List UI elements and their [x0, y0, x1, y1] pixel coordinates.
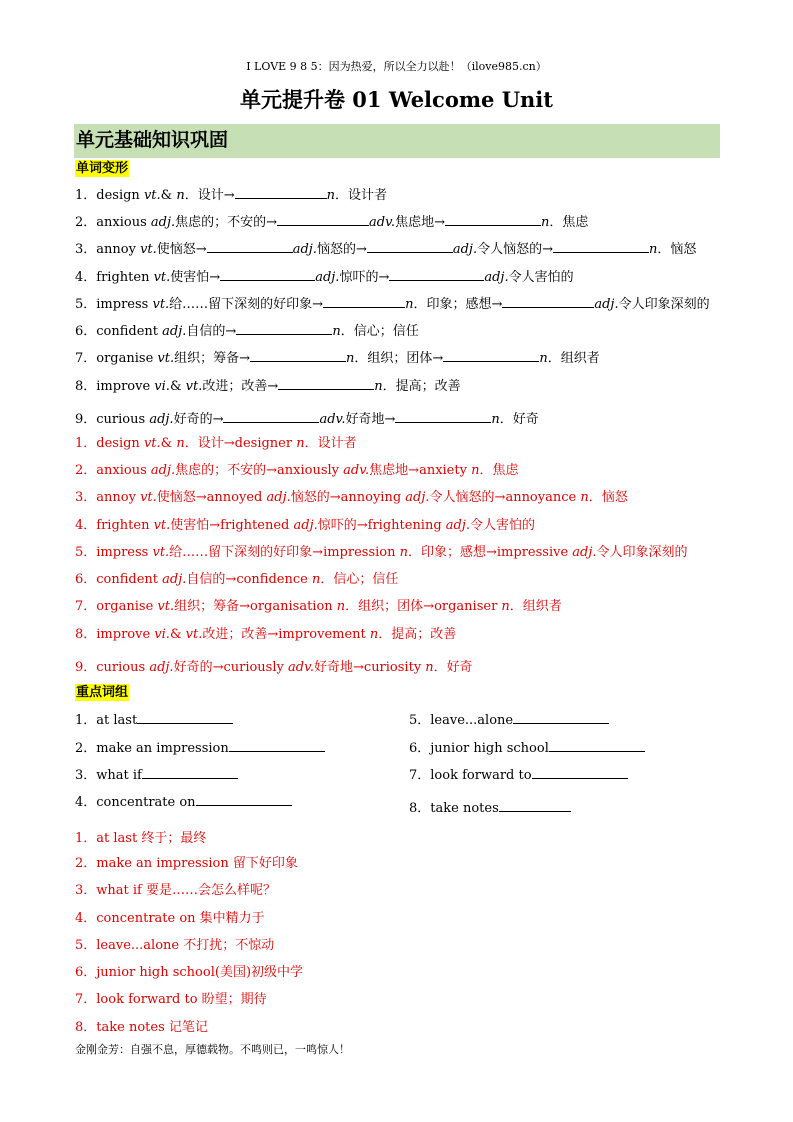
answer-blank[interactable] — [499, 799, 571, 812]
phrase-answer-5: 5．leave...alone 不打扰；不惊动 — [75, 938, 275, 953]
answer-blank[interactable] — [395, 410, 491, 423]
answer-blank[interactable] — [207, 240, 293, 253]
phrase-answer-8: 8．take notes 记笔记 — [75, 1020, 208, 1035]
answer-blank[interactable] — [513, 711, 609, 724]
answer-blank[interactable] — [502, 295, 594, 308]
answer-blank[interactable] — [549, 739, 645, 752]
answer-blank[interactable] — [142, 766, 238, 779]
answer-blank[interactable] — [277, 213, 369, 226]
phrase-answer-1: 1．at last 终于；最终 — [75, 831, 207, 846]
answer-blank[interactable] — [278, 377, 374, 390]
phrase-3: 3．what if — [75, 766, 238, 785]
question-4: 4．frighten vt.使害怕→ adj.惊吓的→ adj.令人害怕的 — [75, 270, 574, 285]
answer-blank[interactable] — [236, 322, 332, 335]
question-2: 2．anxious adj.焦虑的；不安的→ adv.焦虑地→ n．焦虑 — [75, 215, 589, 230]
phrase-answer-3: 3．what if 要是……会怎么样呢？ — [75, 883, 276, 898]
phrase-5: 5．leave...alone — [409, 711, 609, 730]
answer-blank[interactable] — [389, 268, 484, 281]
answer-blank[interactable] — [250, 349, 346, 362]
phrase-6: 6．junior high school — [409, 739, 645, 758]
section-heading: 单元基础知识巩固 — [74, 124, 720, 158]
answer-blank[interactable] — [223, 410, 319, 423]
page-title: 单元提升卷 01 Welcome Unit — [239, 87, 553, 112]
answer-8: 8．improve vi.& vt.改进；改善→improvement n．提高；改善 — [75, 627, 457, 642]
answer-7: 7．organise vt.组织；筹备→organisation n．组织；团体→organiser n．组织者 — [75, 599, 562, 614]
question-7: 7．organise vt.组织；筹备→ n．组织；团体→ n．组织者 — [75, 351, 600, 366]
phrase-answer-7: 7．look forward to 盼望；期待 — [75, 992, 267, 1007]
answer-blank[interactable] — [367, 240, 453, 253]
page-footer: 金刚金芳：自强不息，厚德载物。不鸣则已，一鸣惊人！ — [75, 1043, 350, 1056]
tag-vocab: 单词变形 — [76, 161, 129, 176]
phrase-7: 7．look forward to — [409, 766, 628, 785]
answer-2: 2．anxious adj.焦虑的；不安的→anxiously adv.焦虑地→anxiety n．焦虑 — [75, 463, 519, 478]
phrase-2: 2．make an impression — [75, 739, 325, 758]
answer-1: 1．design vt.& n．设计→designer n．设计者 — [75, 436, 357, 451]
answer-3: 3．annoy vt.使恼怒→annoyed adj.恼怒的→annoying adj.令人恼怒的→annoyance n．恼怒 — [75, 490, 628, 505]
question-1: 1．design vt.& n．设计→ n．设计者 — [75, 188, 388, 203]
answer-blank[interactable] — [220, 268, 315, 281]
answer-4: 4．frighten vt.使害怕→frightened adj.惊吓的→frightening adj.令人害怕的 — [75, 518, 536, 533]
phrase-answer-6: 6．junior high school(美国)初级中学 — [75, 965, 304, 980]
answer-blank[interactable] — [445, 213, 541, 226]
answer-blank[interactable] — [532, 766, 628, 779]
phrase-1: 1．at last — [75, 711, 233, 730]
answer-blank[interactable] — [553, 240, 649, 253]
answer-6: 6．confident adj.自信的→confidence n．信心；信任 — [75, 572, 399, 587]
phrase-4: 4．concentrate on — [75, 793, 292, 812]
question-5: 5．impress vt.给……留下深刻的好印象→ n．印象；感想→ adj.令人印象深刻的 — [75, 297, 710, 312]
answer-blank[interactable] — [229, 739, 325, 752]
page-header: I LOVE 9 8 5：因为热爱，所以全力以赴！（ilove985.cn） — [246, 60, 547, 73]
question-9: 9．curious adj.好奇的→ adv.好奇地→ n．好奇 — [75, 412, 539, 427]
answer-blank[interactable] — [196, 793, 292, 806]
question-6: 6．confident adj.自信的→ n．信心；信任 — [75, 324, 419, 339]
question-8: 8．improve vi.& vt.改进；改善→ n．提高；改善 — [75, 379, 461, 394]
question-3: 3．annoy vt.使恼怒→ adj.恼怒的→ adj.令人恼怒的→ n．恼怒 — [75, 242, 697, 257]
phrase-answer-2: 2．make an impression 留下好印象 — [75, 856, 298, 871]
answer-blank[interactable] — [137, 711, 233, 724]
phrase-answer-4: 4．concentrate on 集中精力于 — [75, 911, 265, 926]
answer-blank[interactable] — [235, 186, 327, 199]
answer-5: 5．impress vt.给……留下深刻的好印象→impression n．印象；感想→impressive adj.令人印象深刻的 — [75, 545, 688, 560]
answer-blank[interactable] — [443, 349, 539, 362]
answer-9: 9．curious adj.好奇的→curiously adv.好奇地→curiosity n．好奇 — [75, 660, 473, 675]
answer-blank[interactable] — [323, 295, 405, 308]
tag-phrases: 重点词组 — [76, 685, 129, 700]
phrase-8: 8．take notes — [409, 799, 571, 818]
